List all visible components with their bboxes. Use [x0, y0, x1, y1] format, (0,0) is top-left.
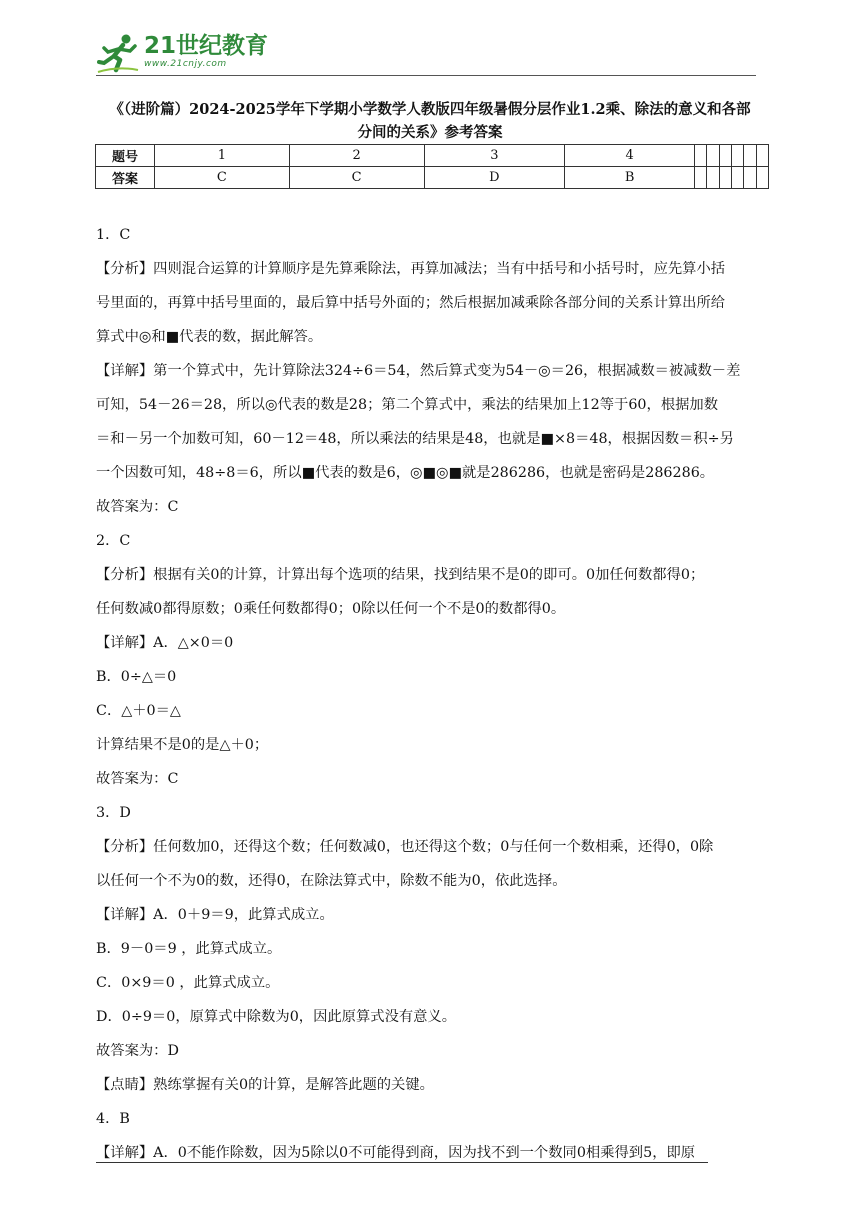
answer-explanations	[96, 218, 768, 1170]
table-cell	[756, 167, 768, 189]
table-cell	[695, 145, 707, 167]
title-line-2: 分间的关系》参考答案	[357, 124, 503, 141]
answer-line: 故答案为：C	[96, 771, 179, 787]
table-cell	[707, 145, 719, 167]
table-cell	[719, 167, 731, 189]
table-cell: 1	[155, 145, 290, 167]
text-line: B．9－0＝9 ，此算式成立。	[96, 941, 282, 957]
text-line: 算式中◎和■代表的数，据此解答。	[96, 329, 323, 345]
answer-table	[95, 144, 769, 189]
table-cell: C	[289, 167, 424, 189]
text-line: ＝和－另一个加数可知，60－12＝48，所以乘法的结果是48，也就是■×8＝48，根据因数＝积÷另	[96, 431, 734, 447]
table-cell: 4	[565, 145, 695, 167]
table-cell	[719, 145, 731, 167]
text-line: 任何数减0都得原数；0乘任何数都得0；0除以任何一个不是0的数都得0。	[96, 601, 566, 617]
row-label-number: 题号	[96, 145, 155, 167]
text-line: C．0×9＝0 ，此算式成立。	[96, 975, 280, 991]
text-line: 【分析】根据有关0的计算，计算出每个选项的结果，找到结果不是0的即可。0加任何数都得0；	[96, 567, 705, 583]
text-line: 可知，54－26＝28，所以◎代表的数是28；第二个算式中，乘法的结果加上12等于60，根据加数	[96, 397, 719, 413]
logo-url-text: www.21cnjy.com	[144, 58, 227, 69]
table-cell	[744, 145, 756, 167]
text-line: 【点睛】熟练掌握有关0的计算，是解答此题的关键。	[96, 1077, 434, 1093]
header-divider	[96, 75, 756, 76]
question-number: 4．B	[96, 1111, 130, 1127]
question-number: 3．D	[96, 805, 131, 821]
text-line: B．0÷△＝0	[96, 669, 177, 685]
table-cell	[744, 167, 756, 189]
text-line: C．△＋0＝△	[96, 703, 181, 719]
text-line: 号里面的，再算中括号里面的，最后算中括号外面的；然后根据加减乘除各部分间的关系计算出所给	[96, 295, 726, 311]
table-cell	[707, 167, 719, 189]
text-line: 【详解】A．△×0＝0	[96, 635, 234, 651]
table-cell	[695, 167, 707, 189]
answer-line: 故答案为：D	[96, 1043, 179, 1059]
table-row-numbers	[96, 145, 769, 167]
text-line: 计算结果不是0的是△＋0；	[96, 737, 269, 753]
text-line: D．0÷9＝0，原算式中除数为0，因此原算式没有意义。	[96, 1009, 457, 1025]
table-cell: 2	[289, 145, 424, 167]
row-label-answer: 答案	[96, 167, 155, 189]
footer-divider	[96, 1162, 708, 1163]
table-cell: C	[155, 167, 290, 189]
table-cell	[732, 167, 744, 189]
logo	[96, 32, 268, 74]
table-cell: D	[424, 167, 565, 189]
table-cell: 3	[424, 145, 565, 167]
table-cell	[732, 145, 744, 167]
text-line: 一个因数可知，48÷8＝6，所以■代表的数是6，◎■◎■就是286286，也就是密码是286286。	[96, 465, 715, 481]
text-line: 【分析】任何数加0，还得这个数；任何数减0，也还得这个数；0与任何一个数相乘，还得0，0除	[96, 839, 714, 855]
text-line: 以任何一个不为0的数，还得0，在除法算式中，除数不能为0，依此选择。	[96, 873, 567, 889]
document-title	[96, 98, 764, 144]
table-cell	[756, 145, 768, 167]
question-number: 2．C	[96, 533, 131, 549]
page-header	[96, 30, 756, 80]
table-cell: B	[565, 167, 695, 189]
text-line: 【详解】A．0不能作除数，因为5除以0不可能得到商，因为找不到一个数同0相乘得到5，即原	[96, 1145, 696, 1161]
logo-main-text: 21世纪教育	[144, 32, 269, 59]
text-line: 【详解】第一个算式中，先计算除法324÷6＝54，然后算式变为54－◎＝26，根据减数＝被减数－差	[96, 363, 741, 379]
text-line: 【分析】四则混合运算的计算顺序是先算乘除法，再算加减法；当有中括号和小括号时，应先算小括	[96, 261, 726, 277]
question-number: 1．C	[96, 227, 131, 243]
answer-line: 故答案为：C	[96, 499, 179, 515]
running-figure-icon	[96, 32, 140, 74]
table-row-answers	[96, 167, 769, 189]
text-line: 【详解】A．0＋9＝9，此算式成立。	[96, 907, 334, 923]
title-line-1: 《（进阶篇）2024-2025学年下学期小学数学人教版四年级暑假分层作业1.2乘、除法的意义和各部	[109, 101, 751, 118]
